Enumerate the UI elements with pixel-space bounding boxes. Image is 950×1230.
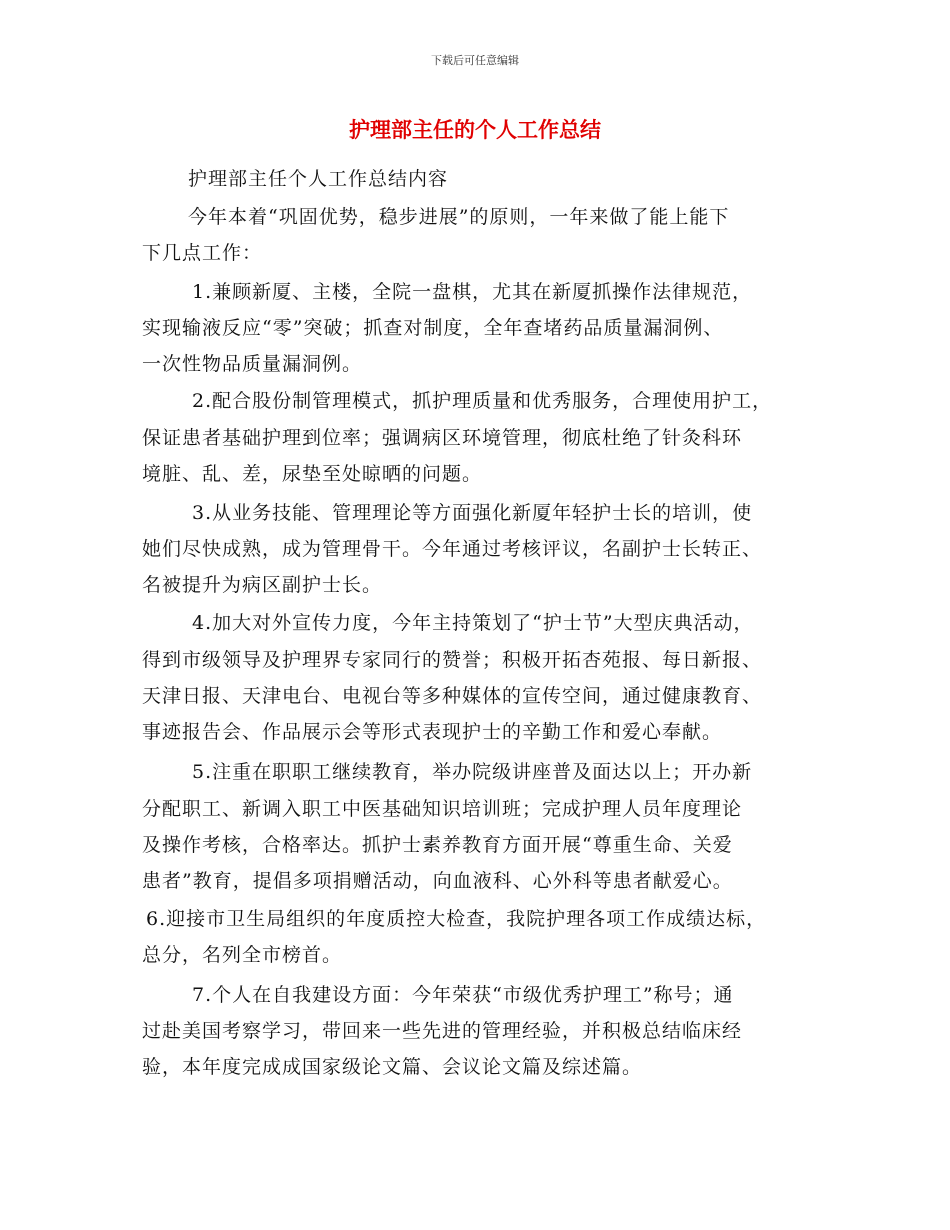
paragraph-line: 及操作考核，合格率达。抓护士素养教育方面开展“尊重生命、关爱 bbox=[142, 834, 733, 856]
paragraph-line: 6.迎接市卫生局组织的年度质控大检查，我院护理各项工作成绩达标， bbox=[146, 908, 767, 930]
paragraph-line: 事迹报告会、作品展示会等形式表现护士的辛勤工作和爱心奉献。 bbox=[142, 721, 723, 743]
page-header: 下载后可任意编辑 bbox=[431, 54, 519, 67]
paragraph-line: 验，本年度完成成国家级论文篇、会议论文篇及综述篇。 bbox=[142, 1056, 643, 1078]
document-title: 护理部主任的个人工作总结 bbox=[349, 118, 601, 142]
paragraph-line: 天津日报、天津电台、电视台等多种媒体的宣传空间，通过健康教育、 bbox=[142, 685, 763, 707]
paragraph-line: 保证患者基础护理到位率；强调病区环境管理，彻底杜绝了针灸科环 bbox=[142, 427, 743, 449]
paragraph-line: 实现输液反应“零”突破；抓查对制度，全年查堵药品质量漏洞例、 bbox=[142, 317, 724, 339]
paragraph-line: 2.配合股份制管理模式，抓护理质量和优秀服务，合理使用护工， bbox=[192, 390, 773, 412]
paragraph-line: 患者”教育，提倡多项捐赠活动，向血液科、心外科等患者献爱心。 bbox=[142, 870, 733, 892]
paragraph-line: 今年本着“巩固优势，稳步进展”的原则，一年来做了能上能下 bbox=[188, 206, 730, 228]
paragraph-line: 分配职工、新调入职工中医基础知识培训班；完成护理人员年度理论 bbox=[142, 798, 743, 820]
paragraph-line: 护理部主任个人工作总结内容 bbox=[188, 168, 449, 190]
paragraph-line: 境脏、乱、差，尿垫至处晾晒的问题。 bbox=[142, 463, 483, 485]
paragraph-line: 得到市级领导及护理界专家同行的赞誉；积极开拓杏苑报、每日新报、 bbox=[142, 649, 763, 671]
paragraph-line: 下几点工作： bbox=[142, 242, 263, 264]
paragraph-line: 过赴美国考察学习，带回来一些先进的管理经验，并积极总结临床经 bbox=[142, 1020, 743, 1042]
paragraph-line: 1.兼顾新厦、主楼，全院一盘棋，尤其在新厦抓操作法律规范， bbox=[192, 281, 753, 303]
paragraph-line: 她们尽快成熟，成为管理骨干。今年通过考核评议，名副护士长转正、 bbox=[142, 538, 763, 560]
paragraph-line: 总分，名列全市榜首。 bbox=[142, 944, 343, 966]
paragraph-line: 5.注重在职职工继续教育，举办院级讲座普及面达以上；开办新 bbox=[192, 761, 753, 783]
paragraph-line: 7.个人在自我建设方面：今年荣获“市级优秀护理工”称号；通 bbox=[192, 984, 734, 1006]
paragraph-line: 一次性物品质量漏洞例。 bbox=[142, 353, 363, 375]
paragraph-line: 名被提升为病区副护士长。 bbox=[142, 574, 383, 596]
paragraph-line: 4.加大对外宣传力度，今年主持策划了“护士节”大型庆典活动， bbox=[192, 612, 754, 634]
paragraph-line: 3.从业务技能、管理理论等方面强化新厦年轻护士长的培训，使 bbox=[192, 502, 753, 524]
